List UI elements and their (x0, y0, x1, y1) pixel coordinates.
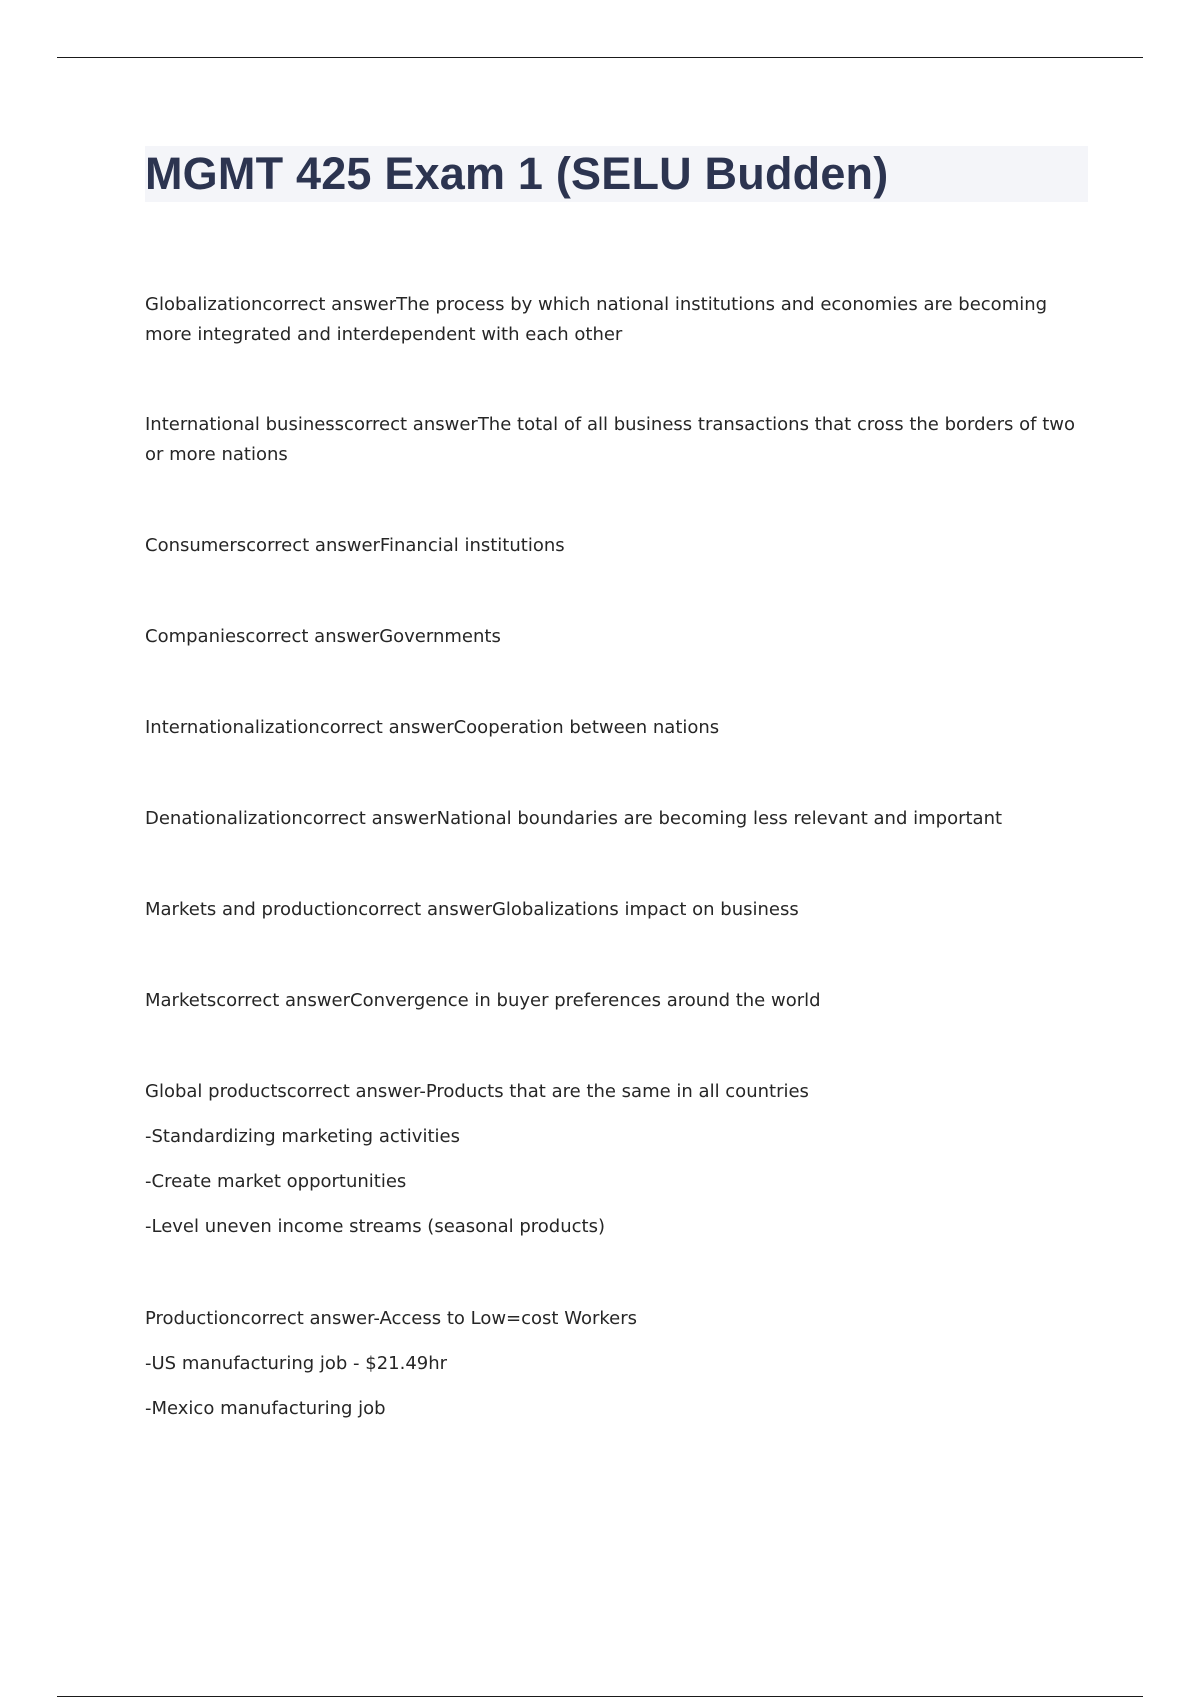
entry-subline: -US manufacturing job - $21.49hr (145, 1353, 448, 1374)
entry-text: Globalizationcorrect answerThe process by which national institutions and economies are becoming more integrated and interdependent with each other (145, 294, 1048, 345)
entry-subline: -Standardizing marketing activities (145, 1126, 460, 1147)
entry-global-products (145, 1077, 809, 1242)
entry-denationalization (145, 804, 1002, 834)
entry-text: Markets and productioncorrect answerGlobalizations impact on business (145, 899, 799, 920)
entry-subline: -Level uneven income streams (seasonal products) (145, 1216, 605, 1237)
top-rule (57, 57, 1143, 58)
entry-consumers (145, 531, 565, 561)
entry-internationalization (145, 713, 719, 743)
entry-text: Consumerscorrect answerFinancial institutions (145, 535, 565, 556)
entry-subline: -Mexico manufacturing job (145, 1398, 386, 1419)
entry-text: Marketscorrect answerConvergence in buyer preferences around the world (145, 990, 821, 1011)
entry-text: Productioncorrect answer-Access to Low=cost Workers (145, 1308, 637, 1329)
entry-text: Companiescorrect answerGovernments (145, 626, 501, 647)
page-title: MGMT 425 Exam 1 (SELU Budden) (145, 148, 889, 199)
entry-markets-and-production (145, 895, 799, 925)
entry-companies (145, 622, 501, 652)
entry-text: Denationalizationcorrect answerNational boundaries are becoming less relevant and important (145, 808, 1003, 829)
title-banner (145, 146, 1088, 202)
entry-text: International businesscorrect answerThe total of all business transactions that cross the borders of two or more nations (145, 414, 1075, 465)
entry-globalization (145, 290, 1085, 350)
entry-markets (145, 986, 821, 1016)
entry-international-business (145, 410, 1085, 470)
entry-text: Internationalizationcorrect answerCooperation between nations (145, 717, 720, 738)
bottom-rule (57, 1696, 1143, 1697)
entry-text: Global productscorrect answer-Products that are the same in all countries (145, 1081, 809, 1102)
entry-production (145, 1304, 637, 1424)
entry-subline: -Create market opportunities (145, 1171, 407, 1192)
